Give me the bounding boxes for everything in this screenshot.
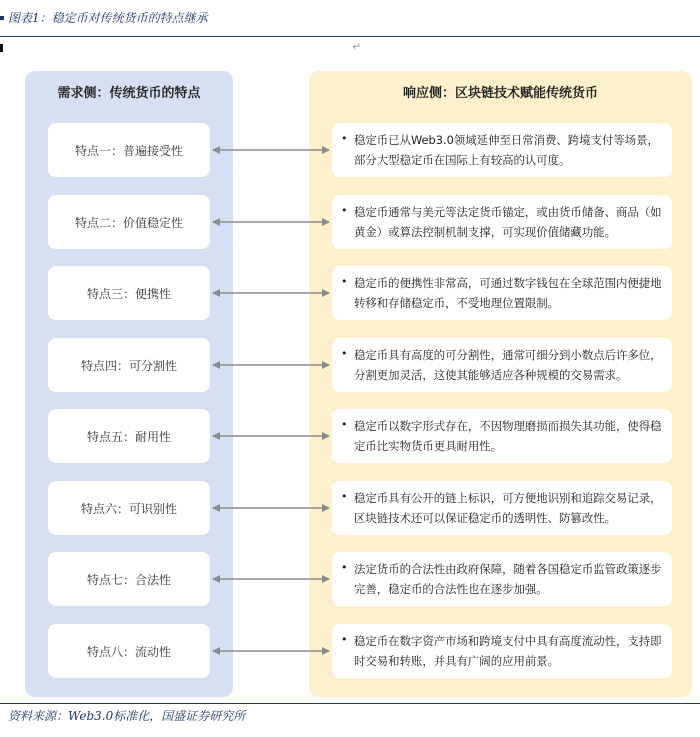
feature-box-4: 特点四：可分割性 <box>48 338 210 392</box>
response-text: 稳定币的便携性非常高，可通过数字钱包在全球范围内便捷地转移和存储稳定币，不受地理位置限制。 <box>354 276 662 310</box>
response-text: 稳定币具有公开的链上标识，可方便地识别和追踪交易记录，区块链技术还可以保证稳定币的透明性、防篡改性。 <box>354 491 662 525</box>
bullet-icon: • <box>341 275 348 288</box>
response-text: 稳定币以数字形式存在，不因物理磨损而损失其功能，使得稳定币比实物货币更具耐用性。 <box>354 419 662 453</box>
source-note: 资料来源：Web3.0标准化，国盛证券研究所 <box>8 709 246 723</box>
bullet-icon: • <box>341 204 348 217</box>
feature-box-3: 特点三：便携性 <box>48 266 210 320</box>
demand-side-title: 需求侧：传统货币的特点 <box>57 86 201 101</box>
feature-box-2: 特点二：价值稳定性 <box>48 195 210 249</box>
response-text: 稳定币在数字资产市场和跨境支付中具有高度流动性，支持即时交易和转账，并具有广阔的应用前景。 <box>354 634 662 668</box>
response-side-title: 响应侧：区块链技术赋能传统货币 <box>402 86 598 101</box>
return-mark: ↵ <box>352 40 362 53</box>
bullet-icon: • <box>341 132 348 145</box>
bullet-icon: • <box>341 347 348 360</box>
bottom-rule <box>0 703 700 704</box>
feature-box-1: 特点一：普遍接受性 <box>48 123 210 177</box>
response-text: 法定货币的合法性由政府保障，随着各国稳定币监管政策逐步完善，稳定币的合法性也在逐步加强。 <box>354 562 662 596</box>
bullet-icon: • <box>341 418 348 431</box>
bullet-icon: • <box>341 561 348 574</box>
feature-box-6: 特点六：可识别性 <box>48 481 210 535</box>
bullet-icon: • <box>341 633 348 646</box>
response-text: 稳定币已从Web3.0领域延伸至日常消费、跨境支付等场景，部分大型稳定币在国际上有较高的认可度。 <box>354 133 659 167</box>
feature-box-8: 特点八：流动性 <box>48 624 210 678</box>
feature-box-7: 特点七：合法性 <box>48 552 210 606</box>
response-text: 稳定币具有高度的可分割性，通常可细分到小数点后许多位，分割更加灵活，这使其能够适应各种规模的交易需求。 <box>354 348 662 382</box>
figure-caption: 图表1：稳定币对传统货币的特点继承 <box>0 6 700 30</box>
response-text: 稳定币通常与美元等法定货币锚定，或由货币储备、商品（如黄金）或算法控制机制支撑，可实现价值储藏功能。 <box>354 205 662 239</box>
feature-box-5: 特点五：耐用性 <box>48 409 210 463</box>
bullet-icon: • <box>341 490 348 503</box>
